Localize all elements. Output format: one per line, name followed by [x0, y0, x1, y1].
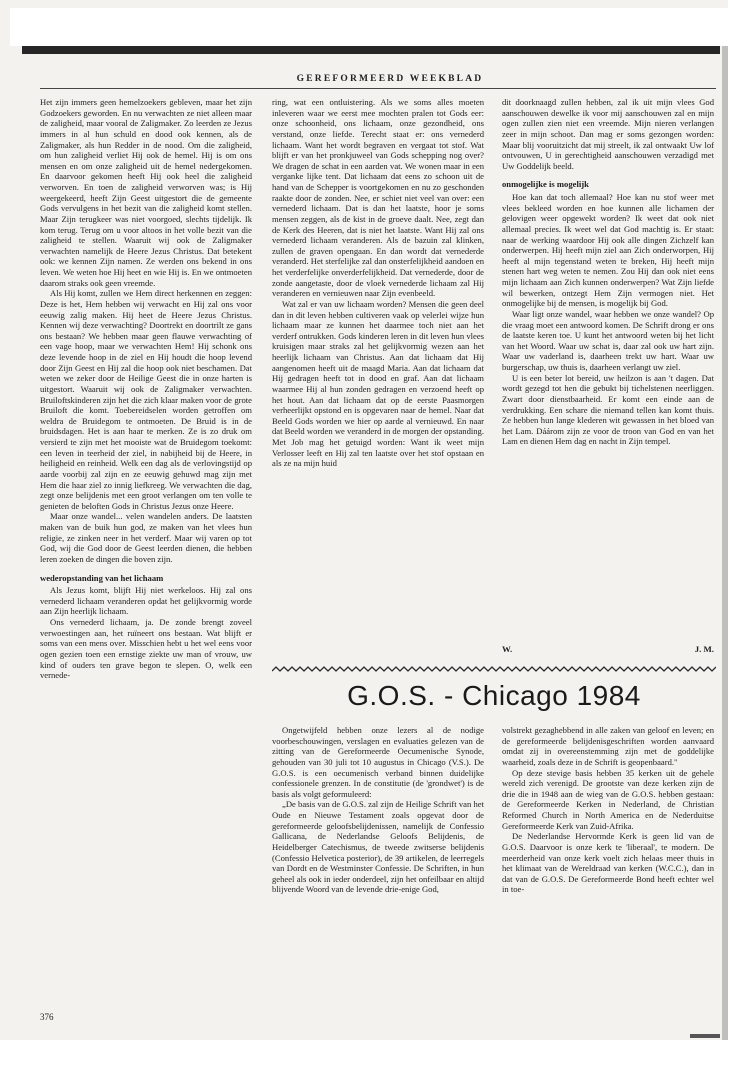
article-column-1	[272, 725, 484, 1025]
signature-line	[502, 644, 714, 654]
paragraph: De Nederlandse Hervormde Kerk is geen lid van de G.O.S. Daarvoor is onze kerk te 'liberaal', te modern. De meerderheid van onze kerk voelt zich helaas meer thuis in het klimaat van de Wereldraad van kerken (W.C.C.), dan in dat van de G.O.S. De Gereformeerde Bond heeft echter wel in toe-	[502, 831, 714, 895]
text-column-3	[502, 97, 714, 667]
paragraph: Wat zal er van uw lichaam worden? Mensen die geen deel dan in dit leven hebben cultiveren vaak op velerlei wijze hun lichaam maar ze kunnen het daarmee toch niet aan het verderf ontrukken. Gods kinderen leren in dit leven hun vlees kruisigen maar straks zal het gelijkvormig wezen aan het heerlijk lichaam van Christus. Aan dat lichaam dat Hij aangenomen heeft uit de maagd Maria. Aan dat lichaam dat Hij gedragen heeft tot in dood en graf. Aan dat lichaam waarmee Hij al hun zonden gedragen en verzoend heeft op het hout. Aan dat lichaam dat op de eerste Paasmorgen verheerlijkt opstond en is opgevaren naar de hemel. Naar dat Beeld Gods worden we hier op aarde al vernieuwd. En naar dat Beeld worden we veranderd in de morgen der opstanding. Met Job mag het getuigd worden: Want ik weet mijn Verlosser leeft en Hij zal ten laatste over het stof opstaan en als ze na mijn huid	[272, 298, 484, 469]
paragraph: Ons vernederd lichaam, ja. De zonde brengt zoveel verwoestingen aan, het ruïneert ons bestaan. Wat blijft er soms van een mens over. Misschien hebt u het wel eens voor ogen gezien toen een ernstige ziekte uw man of vrouw, uw kind of ouders ten grave begon te slepen. O, welk een vernede-	[40, 617, 252, 681]
article-title: G.O.S. - Chicago 1984	[347, 680, 641, 711]
decorative-zigzag-rule	[272, 665, 716, 673]
paragraph: Op deze stevige basis hebben 35 kerken uit de gehele wereld zich verenigd. De grootste van deze kerken zijn de drie die in 1948 aan de wieg van de G.O.S. hebben gestaan: de Gereformeerde Kerken in Nederland, de Christian Reformed Church in North America en de Nederduitse Gereformeerde Kerk van Zuid-Afrika.	[502, 767, 714, 831]
subheading: wederopstanding van het lichaam	[40, 572, 164, 583]
paragraph: U is een beter lot bereid, uw heilzon is aan 't dagen. Dat wordt gezegd tot hen die gebukt bij tichelstenen neerliggen. Zwart door dienstbaarheid. Er komt een einde aan de verdrukking. Een schare die niemand tellen kan komt thuis. Ze hebben hun lange klederen wit gewassen in het bloed van het Lam. Dáárom zijn ze voor de troon van God en van het Lam en dienen Hem dag en nacht in Zijn tempel.	[502, 372, 714, 447]
paragraph: Hoe kan dat toch allemaal? Hoe kan nu stof weer met vlees bekleed worden en hoe kunnen alle lichamen der gelovigen weer opgewekt worden? Ik weet dat ook niet allemaal precies. Ik weet wel dat God machtig is. Er staat: naar de werking waardoor Hij ook alle dingen Zichzelf kan onderwerpen. Hij heeft mijn ziel aan Zich onderworpen, Hij heeft al mijn tegenstand weten te breken, Hij heeft mijn stenen hart weg weten te nemen. Zou Hij dan ook niet eens mijn lichaam aan Zich kunnen onderwerpen? Wat Zijn liefde wil bewerken, ontzegt Hem Zijn vermogen niet. Het onmogelijke bij de mensen, is mogelijk bij God.	[502, 192, 714, 309]
paragraph: Het zijn immers geen hemelzoekers gebleven, maar het zijn Godzoekers geworden. En nu verwachten ze niet alleen maar de zaligheid, maar vooral de Zaligmaker. Zo leerden ze Jezus immers in al hun schuld en dood ook kennen, als de Zaligmaker, als hun Redder in de nood. Om die zaligheid, om hun zaligheid verliet Hij ook de hemel. Hij is om ons mensen en om onze zaligheid uit de hemel nedergekomen. En daarvoor gekomen heeft Hij ook heel die zaligheid verworven. En toen de zaligheid verworven was; is Hij weergekeerd, heeft Zijn Geest uitgestort die de gemeente Gods vervulgens in het bezit van die zaligheid komt stellen. Maar Zijn terugkeer was niet voorgoed, slechts tijdelijk. Ik kom terug. Terug om u voor altoos in het volle bezit van die zaligheid te stellen. Waaruit wij ook de Zaligmaker verwachten namelijk de Heere Jezus Christus. Dat betekent ook: we kennen Zijn namen. Ze werden ons bekend in ons leven. We weten hoe Hij heet en wie Hij is. En we ontmoeten daarom straks ook geen vreemde.	[40, 97, 252, 288]
scan-right-margin	[728, 0, 738, 1068]
page-number: 376	[40, 1012, 54, 1022]
scan-bottom-margin	[0, 1040, 738, 1068]
paragraph: Ongetwijfeld hebben onze lezers al de nodige voorbeschouwingen, verslagen en evaluaties gelezen van de zitting van de Gereformeerde Oecumenische Synode, gehouden van 30 juli tot 10 augustus in Chicago (V.S.). De G.O.S. is een oecumenisch verband binnen duidelijke confessionele grenzen. In de constitutie (de 'grondwet') is de basis als volgt geformuleerd:	[272, 725, 484, 799]
subheading: onmogelijke is mogelijk	[502, 179, 589, 190]
scan-top-margin	[10, 8, 728, 46]
paragraph: Als Jezus komt, blijft Hij niet werkeloos. Hij zal ons vernederd lichaam veranderen opdat het gelijkvormig worde aan Zijn heerlijk lichaam.	[40, 585, 252, 617]
signature-left: W.	[502, 644, 513, 654]
scan-top-shadow	[22, 46, 720, 54]
text-column-2	[272, 97, 484, 667]
paragraph: Als Hij komt, zullen we Hem direct herkennen en zeggen: Deze is het, Hem hebben wij verwacht en Hij zal ons voor eeuwig zalig maken. Hij heet de Heere Jezus Christus. Kennen wij deze verwachting? Doortrekt en doortrilt ze gans ons bestaan? We hebben maar geen flauwe verwachting of een vage hoop, maar we verwachten Hem! Hij schonk ons deze levende hoop in de ziel en Hij houdt die hoop levend door Zijn Geest en Hij zal die hoop ook niet beschamen. Dat weten we zeker door de Heilige Geest die in onze harten is uitgestort. Waaruit wij ook de Zaligmaker verwachten. Bruiloftskinderen zijn het die zich klaar maken voor de grote Bruiloft die komt. Toebereidselen worden getroffen om weldra de Bruidegom te ontmoeten. De Bruid is in de bruidsdagen. Het is aan haar te merken. Ze is zo druk om versierd te zijn met het mooiste wat de Bruidegom toekomt: een leven in teerheid der ziel, in nabijheid bij de Heere, in heiligheid en reinheid. Welk een dag als de verlovingstijd op aarde voorbij zal zijn en ze eeuwig gehuwd mag zijn met Hem die haar ziel zo innig liefkreeg. We verwachten die dag, zegt onze belijdenis met een groot verlangen om ten volle te genieten de beloften Gods in Christus Jezus onze Heere.	[40, 288, 252, 511]
paragraph: Waar ligt onze wandel, waar hebben we onze wandel? Op die vraag moet een antwoord komen. De Schrift drong er ons de laatste keren toe. U kunt het antwoord weten bij het licht van het Woord. Waar uw schat is, daar zal ook uw hart zijn. Waar uw vaderland is, daarheen trekt uw hart. Waar uw burgerschap, uw thuis is, daarheen verlangt uw ziel.	[502, 308, 714, 372]
signature-right: J. M.	[694, 644, 714, 654]
paragraph: Maar onze wandel... velen wandelen anders. De laatsten maken van de buik hun god, ze maken van het vlees hun religie, ze zinken neer in het verderf. Maar wij varen op tot God, wij die God door de Geest leerden dienen, die hebben leren zoeken de dingen die boven zijn.	[40, 511, 252, 564]
paragraph: dit doorknaagd zullen hebben, zal ik uit mijn vlees God aanschouwen dewelke ik voor mij aanschouwen zal en mijn ogen zullen zien niet een vreemde. Mijn nieren verlangen zeer in mijn schoot. Dan mag er soms gezongen worden: Maar blij vooruitzicht dat mij streelt, ik zal ontwaakt Uw lof ontvouwen, U in gerechtigheid aanschouwen verzadigd met Uw Goddelijk beeld.	[502, 97, 714, 171]
scan-bottom-mark	[690, 1034, 720, 1038]
paragraph: volstrekt gezaghebbend in alle zaken van geloof en leven; en de gereformeerde belijdenisgeschriften worden aanvaard omdat zij in overeenstemming zijn met de goddelijke waarheid, zoals deze in de Schrift is geopenbaard."	[502, 725, 714, 767]
running-header: GEREFORMEERD WEEKBLAD	[296, 74, 484, 84]
paragraph: „De basis van de G.O.S. zal zijn de Heilige Schrift van het Oude en Nieuwe Testament zoals opgevat door de gereformeerde geloofsbelijdenissen, namelijk de Confessio Gallicana, de Nederlandse Geloofs Belijdenis, de Heidelberger Catechismus, de tweede zwitserse belijdenis (Confessio Helvetica posterior), de 39 artikelen, de leerregels van Dordt en de Westminster Confessie. De Schriften, in hun geheel als ook in ieder onderdeel, zijn het onfeilbaar en altijd blijvende Woord van de levende drie-enige God,	[272, 799, 484, 895]
article-column-2	[502, 725, 714, 1025]
header-rule	[40, 88, 716, 89]
paragraph: ring, wat een ontluistering. Als we soms alles moeten inleveren waar we eerst mee mochten pralen tot Gods eer: onze schoonheid, ons lichaam, onze gezondheid, ons verstand, onze liefde. Terecht staat er: ons vernederd lichaam. Want het wordt begraven en vergaat tot stof. Wat blijft er van het pronkjuweel van Gods schepping nog over? We dragen de schat in een aarden vat. We wonen maar in een verganke lijke tent. Dat lichaam dat eens zo schoon uit de hand van de Schepper is voortgekomen en nu zo geschonden raakte door de zonden. Nee, er schiet niet veel van over: een vernederd lichaam. Dat is dan het laatste, hoor je soms mensen zeggen, als de kist in de groeve daalt. Nee, zegt dan de Kerk des Heeren, dat is niet het laatste. Want Hij zal ons vernederd lichaam veranderen. Als de bazuin zal klinken, zullen de graven opengaan. En dan wordt dat vernederde veranderd. Het sterfelijke zal dan onsterfelijkheid aandoen en het verderfelijke onverderfelijkheid. Dat vernederde, door de zonde aangetaste, door de vloek vernederde lichaam zal Hij veranderen en vernieuwen naar Zijn evenbeeld.	[272, 97, 484, 299]
text-column-1	[40, 97, 252, 997]
